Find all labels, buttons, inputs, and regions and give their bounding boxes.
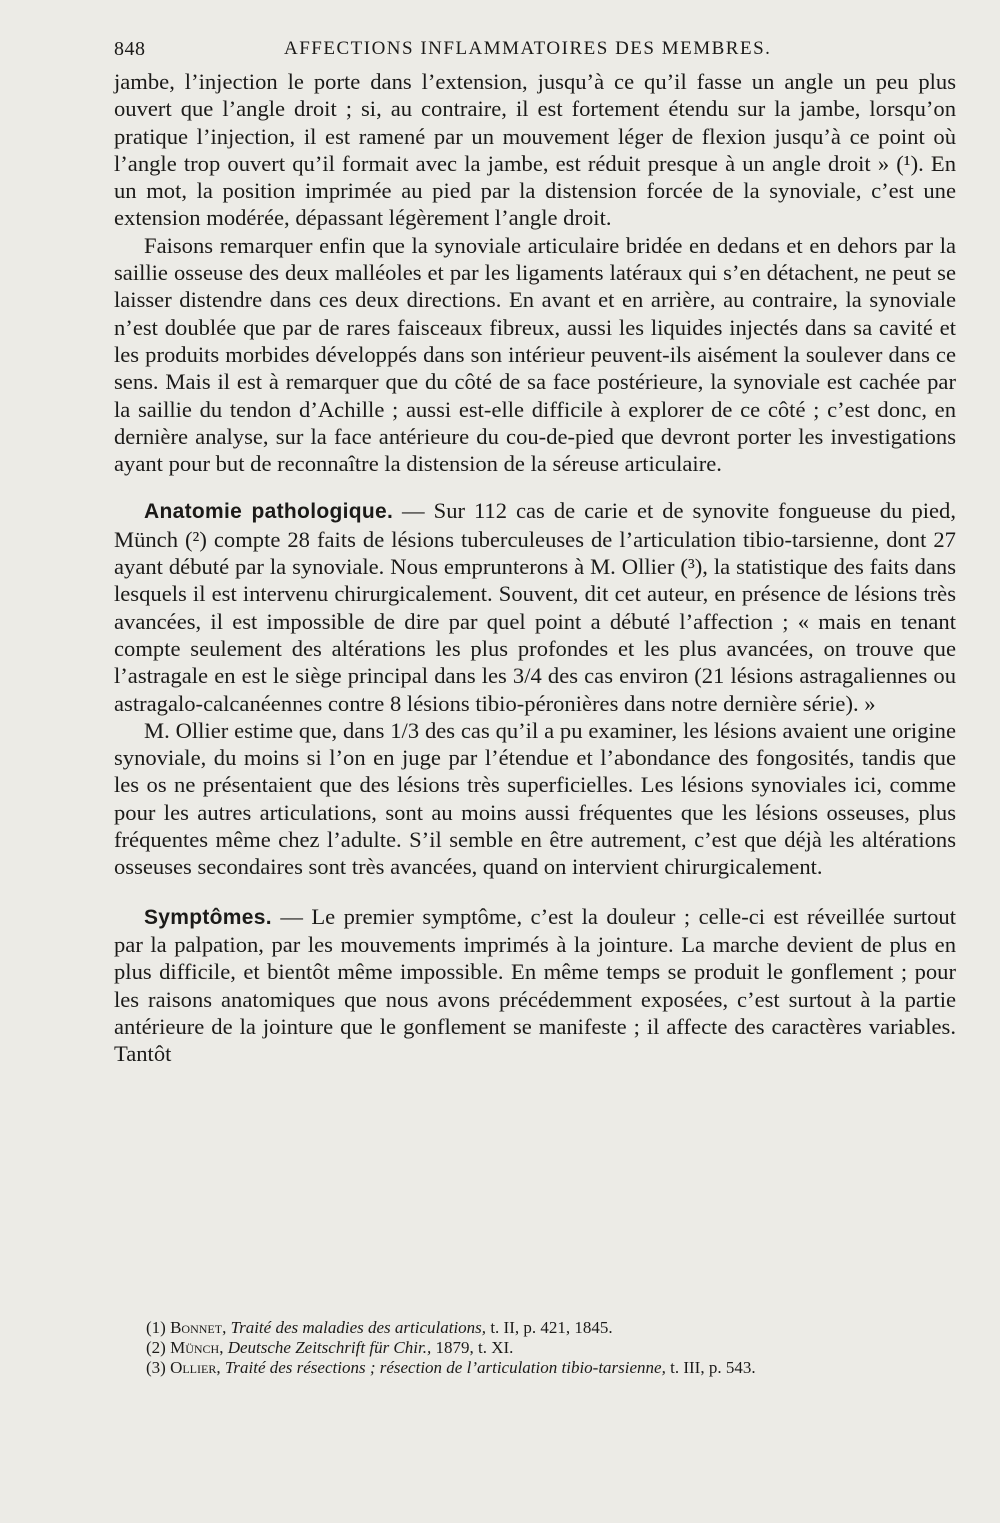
footnote-ref: (³) <box>680 554 703 580</box>
footnote-title: Deutsche Zeitschrift für Chir., <box>227 1338 432 1357</box>
footnote-title: Traité des résections ; résection de l’articulation tibio-tarsienne, <box>224 1358 666 1377</box>
footnote <box>146 1318 956 1338</box>
section-anatomie <box>114 497 956 716</box>
section-heading: Anatomie pathologique. <box>144 500 394 524</box>
footnote-mark: (2) <box>146 1338 166 1357</box>
paragraph-text: . En un mot, la position imprimée au pied par la distension forcée de la synoviale, c’est une extension modérée, dépassant légèrement l’angle droit. <box>114 150 956 231</box>
footnotes <box>146 1318 956 1378</box>
footnote-mark: (3) <box>146 1358 166 1377</box>
footnote <box>146 1358 956 1378</box>
footnote-details: t. III, p. 543. <box>670 1358 756 1377</box>
page-number: 848 <box>114 38 146 60</box>
paragraph-text: — Sur 112 cas de carie et de synovite fongueuse du pied, Münch <box>114 498 956 552</box>
paragraph-synoviale: Faisons remarquer enfin que la synoviale articulaire bridée en dedans et en dehors par la saillie osseuse des deux malléoles et par les ligaments latéraux qui s’en détachent, ne peut se laisser distendre dans ces deux directions. En avant et en arrière, au contraire, la synoviale n’est doublée que par de rares faisceaux fibreux, aussi les liquides injectés dans sa cavité et les produits morbides développés dans son intérieur peuvent-ils aisément la soulever dans ce sens. Mais il est à remarquer que du côté de sa face postérieure, la synoviale est cachée par la saillie du tendon d’Achille ; aussi est-elle difficile à explorer de ce côté ; c’est donc, en dernière analyse, sur la face antérieure du cou-de-pied que devront porter les investigations ayant pour but de reconnaître la distension de la séreuse articulaire. <box>114 232 956 477</box>
section-gap <box>114 881 956 903</box>
running-header <box>114 38 954 64</box>
paragraph-text: compte 28 faits de lésions tuberculeuses de l’articulation tibio-tarsienne, dont 27 ayant débuté par la synoviale. Nous emprunterons à M. Ollier <box>114 526 956 580</box>
paragraph-text: jambe, l’injection le porte dans l’extension, jusqu’à ce qu’il fasse un angle un peu plus ouvert que l’angle droit ; si, au contraire, il est fortement étendu sur la jambe, lorsqu’on pratique l’injection, il est ramené par un mouvement léger de flexion jusqu’à ce point où l’angle trop ouvert qu’il formait avec la jambe, est réduit presque à un angle droit » <box>114 69 956 176</box>
footnote-mark: (1) <box>146 1318 166 1337</box>
footnote-details: 1879, t. XI. <box>435 1338 514 1357</box>
paragraph-text: — Le premier symptôme, c’est la douleur ; celle-ci est réveillée surtout par la palpation, par les mouvements imprimés à la jointure. La marche devient de plus en plus difficile, et bientôt même impossible. En même temps se produit le gonflement ; pour les raisons anatomiques que nous avons précédemment exposées, c’est surtout à la partie antérieure de la jointure que le gonflement se manifeste ; il affecte des caractères variables. Tantôt <box>114 903 956 1067</box>
footnote-ref: (¹) <box>896 150 919 176</box>
footnote-author: Bonnet, <box>170 1318 227 1337</box>
footnote-details: t. II, p. 421, 1845. <box>490 1318 613 1337</box>
footnote-title: Traité des maladies des articulations, <box>230 1318 487 1337</box>
main-text <box>114 68 956 1067</box>
section-symptomes <box>114 903 956 1068</box>
footnote <box>146 1338 956 1358</box>
footnote-author: Ollier, <box>170 1358 221 1377</box>
section-gap <box>114 477 956 497</box>
section-heading: Symptômes. <box>144 905 272 929</box>
paragraph-text: , la statistique des faits dans lesquels il est intervenu chirurgicalement. Souvent, dit cet auteur, en présence de lésions très avancées, il est impossible de dire par quel point a débuté l’affection ; « mais en tenant compte seulement des altérations les plus profondes et les plus avancées, on trouve que l’astragale en est le siège principal dans les 3/4 des cas environ (21 lésions astragaliennes ou astragalo-calcanéennes contre 8 lésions tibio-péronières dans notre dernière série). » <box>114 554 956 716</box>
running-title: AFFECTIONS INFLAMMATOIRES DES MEMBRES. <box>284 38 772 59</box>
footnote-author: Münch, <box>170 1338 224 1357</box>
footnote-ref: (²) <box>185 526 207 552</box>
paragraph-continuation <box>114 68 956 232</box>
paragraph-ollier: M. Ollier estime que, dans 1/3 des cas qu’il a pu examiner, les lésions avaient une origine synoviale, du moins si l’on en juge par l’étendue et l’abondance des fongosités, tandis que les os ne présentaient que des lésions très superficielles. Les lésions synoviales ici, comme pour les autres articulations, sont au moins aussi fréquentes que les lésions osseuses, plus fréquentes même chez l’adulte. S’il semble en être autrement, c’est que déjà les altérations osseuses secondaires sont très avancées, quand on intervient chirurgicalement. <box>114 717 956 880</box>
